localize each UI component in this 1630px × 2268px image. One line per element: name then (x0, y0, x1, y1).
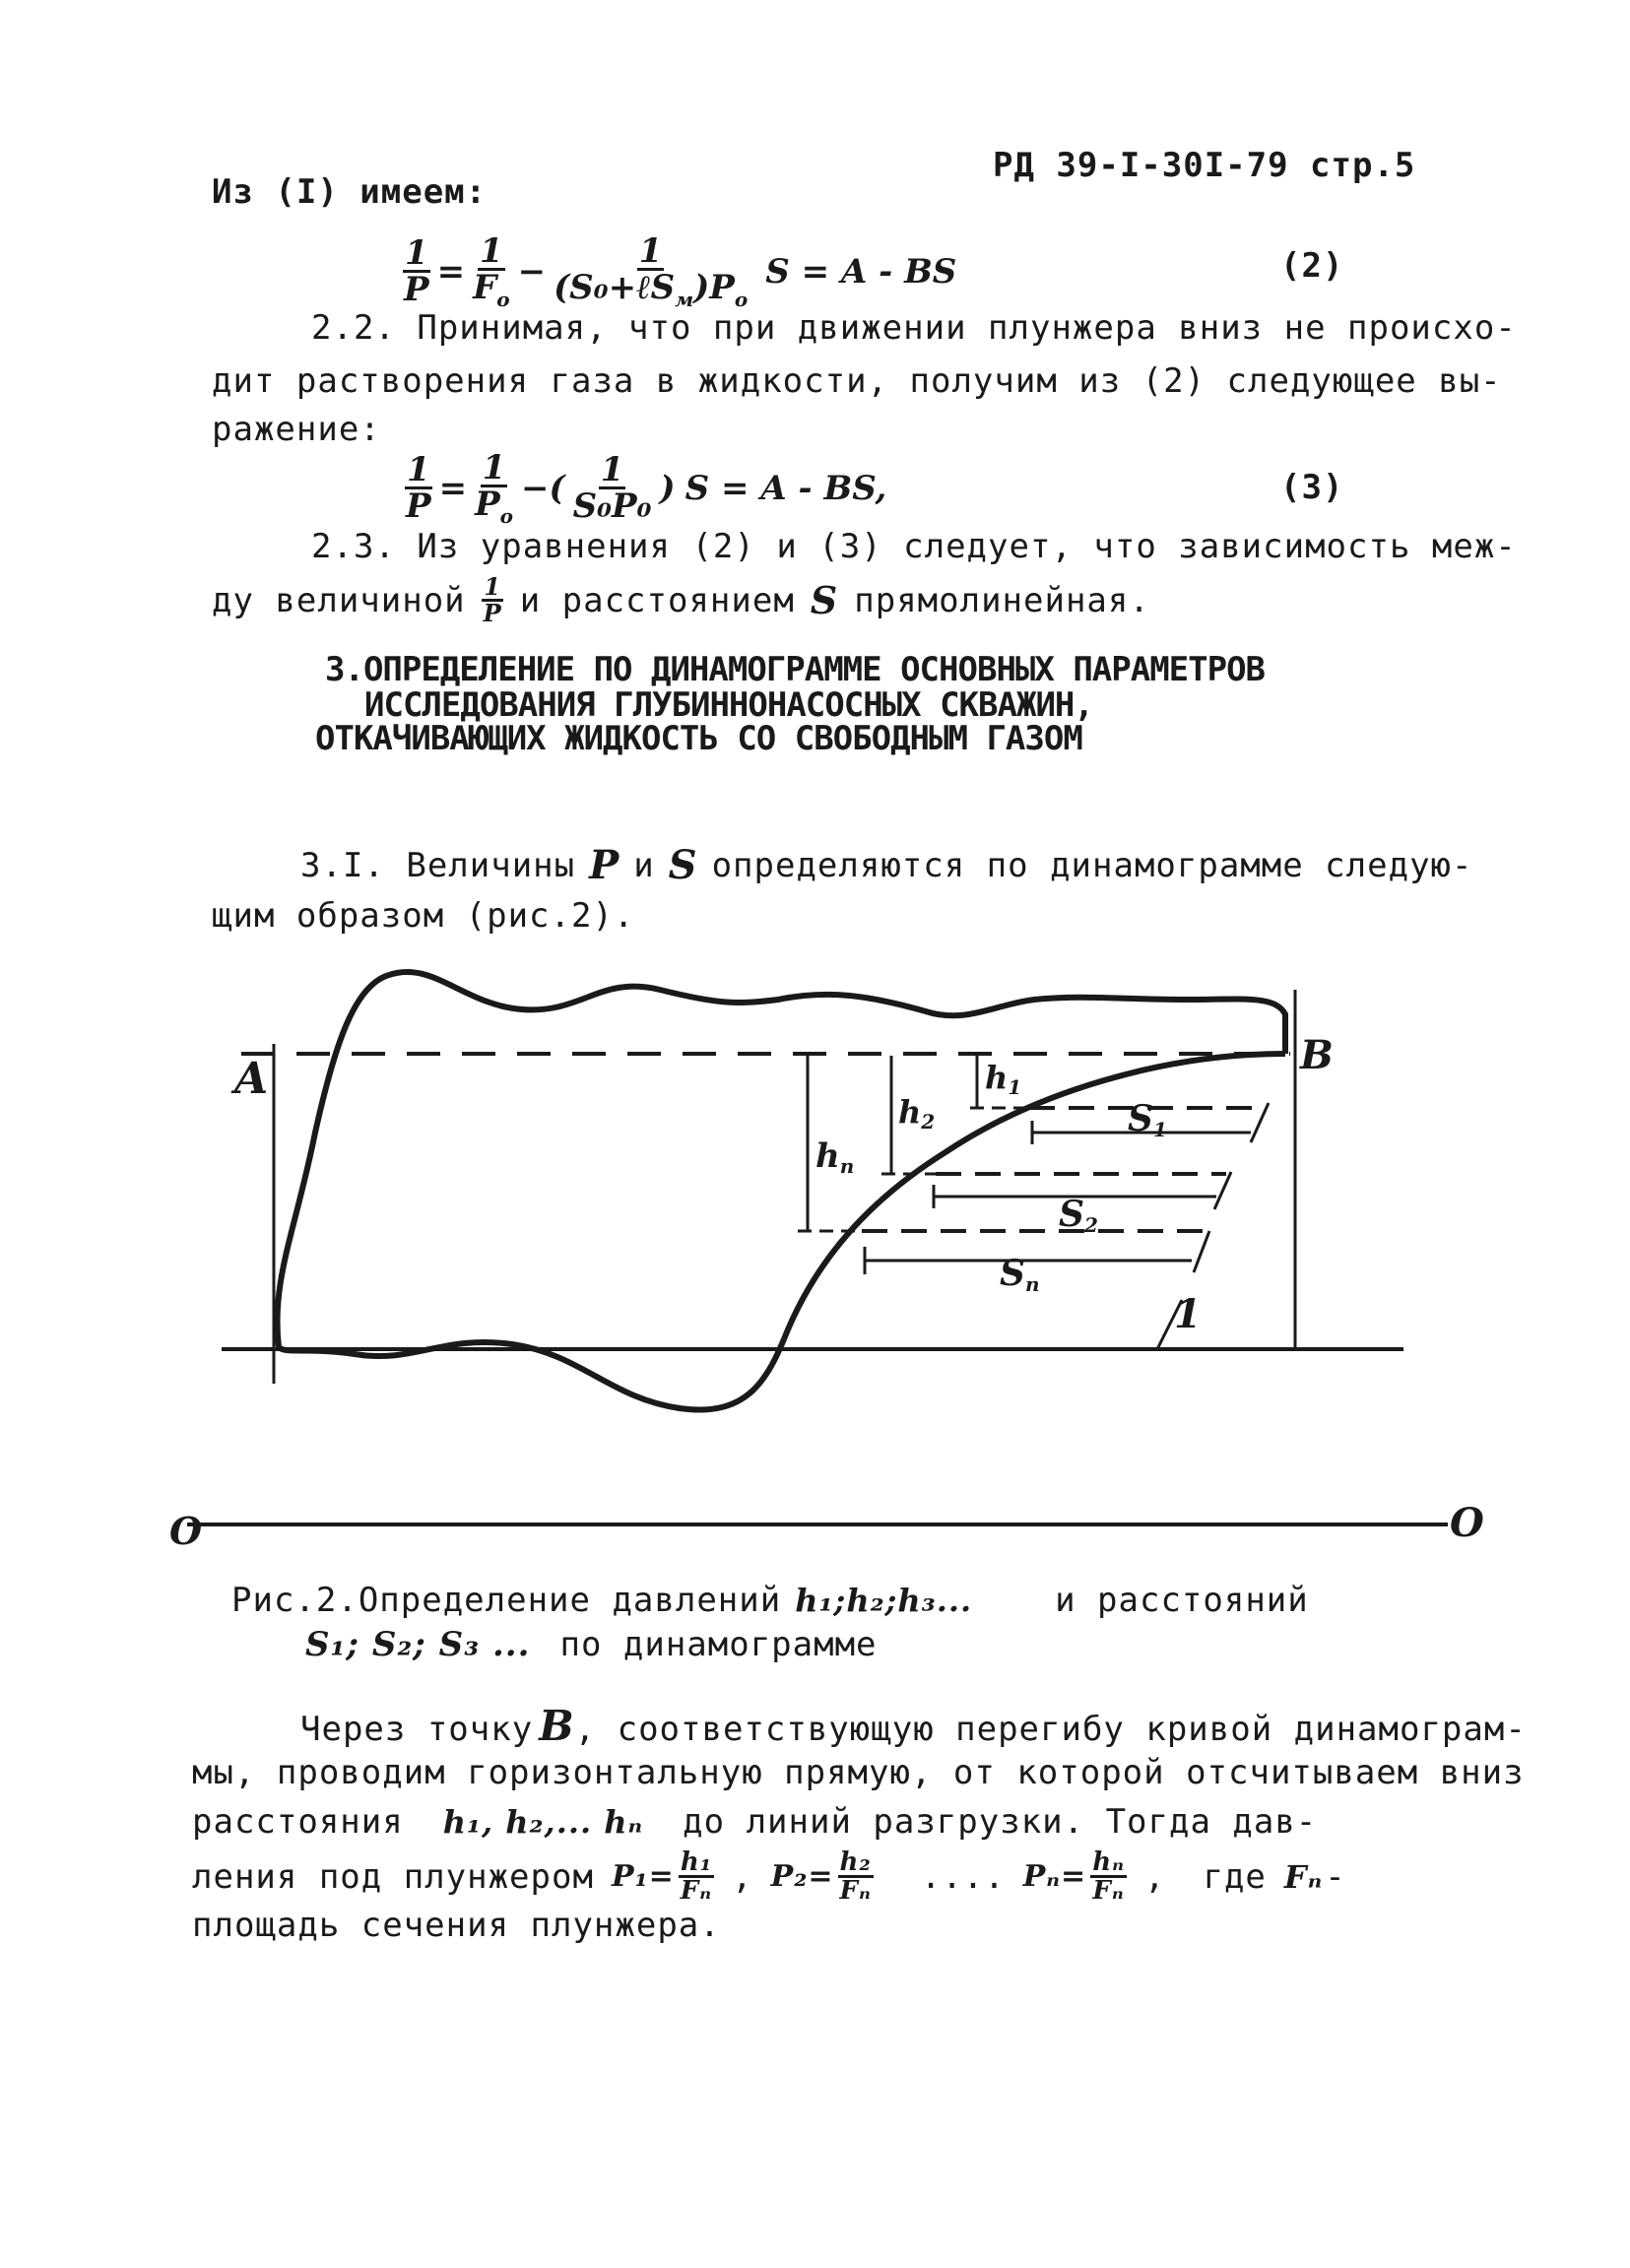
paragraph-2-2-line-1: 2.2. Принимая, что при движении плунжера вниз не происхо- (311, 308, 1517, 348)
equation-2: $\frac{1}{P}$ = $\frac{1}{F_o}$ − $\frac{1}{(S_0+\ell S_м)P_o}$ S = A - BS (404, 231, 957, 311)
document-reference: РД 39-I-30I-79 стр.5 (993, 146, 1416, 185)
paragraph-2-2-line-3: ражение: (212, 410, 381, 449)
label-s1: S1 (1128, 1098, 1167, 1141)
final-paragraph-line-5: площадь сечения плунжера. (192, 1906, 721, 1945)
final-paragraph-line-1: Через точку B , соответствующую перегибу кривой динамограм- (300, 1702, 1527, 1750)
equation-3-number: (3) (1280, 468, 1344, 507)
section-3-heading-line-3: ОТКАЧИВАЮЩИХ ЖИДКОСТЬ СО СВОБОДНЫМ ГАЗОМ (315, 719, 1082, 758)
paragraph-2-2-line-2: дит растворения газа в жидкости, получим из (2) следующее вы- (212, 361, 1502, 401)
label-h2: h2 (898, 1093, 936, 1134)
eq2-term2-fraction: $\frac{1}{(S_0+\ell S_м)P_o}$ (554, 231, 749, 311)
label-a: A (234, 1054, 269, 1104)
eq3-lhs-fraction: $\frac{1}{P}$ (406, 450, 431, 527)
final-paragraph-line-3: расстояния h₁, h₂,... hₙ до линий разгрузки. Тогда дав- (192, 1802, 1318, 1842)
paragraph-2-3-line-2: ду величиной $\frac{1}{P}$ и расстоянием S прямолинейная. (212, 572, 1150, 627)
paragraph-3-1-line-2: щим образом (рис.2). (212, 896, 635, 936)
intro-text: Из (I) имеем: (212, 172, 488, 212)
final-paragraph-line-4: ления под плунжером P₁= $\frac{\text{h₁}}{\text{Fₙ}}$ , P₂= $\frac{\text{h₂}}{\text{Fₙ}}$ .... Pₙ= $\frac{\text{hₙ}}{\text{Fₙ}}$ , где Fₙ - (192, 1847, 1346, 1906)
eq2-lhs-fraction: $\frac{1}{P}$ (404, 233, 429, 310)
label-b: B (1300, 1032, 1334, 1078)
label-sn: Sn (1000, 1253, 1040, 1296)
figure-caption-line-2: S₁; S₂; S₃ ... по динамограмме (305, 1625, 878, 1664)
paragraph-3-1-line-1: 3.I. Величины P и S определяются по динамограмме следую- (300, 842, 1473, 888)
eq3-term1-fraction: $\frac{1}{P_o}$ (475, 448, 513, 528)
paragraph-2-3-line-1: 2.3. Из уравнения (2) и (3) следует, что зависимость меж- (311, 527, 1517, 566)
final-paragraph-line-2: мы, проводим горизонтальную прямую, от которой отсчитываем вниз (192, 1753, 1525, 1792)
eq3-rhs: S = A - BS, (685, 468, 887, 508)
pn-fraction: $\frac{\text{hₙ}}{\text{Fₙ}}$ (1092, 1847, 1125, 1906)
p1-fraction: $\frac{\text{h₁}}{\text{Fₙ}}$ (680, 1847, 713, 1906)
label-o-left: O (169, 1509, 203, 1553)
section-3-heading-line-2: ИССЛЕДОВАНИЯ ГЛУБИННОНАСОСНЫХ СКВАЖИН, (364, 685, 1093, 725)
label-curve-1: 1 (1174, 1291, 1202, 1337)
equation-3: $\frac{1}{P}$ = $\frac{1}{P_o}$ −( $\frac{1}{\text{S₀P₀}}$ ) S = A - BS, (406, 448, 887, 528)
label-hn: hn (815, 1136, 855, 1178)
eq3-term2-fraction: $\frac{1}{\text{S₀P₀}}$ (572, 450, 652, 527)
equation-2-number: (2) (1280, 246, 1344, 286)
label-h1: h1 (985, 1059, 1022, 1099)
section-3-heading-line-1: 3.ОПРЕДЕЛЕНИЕ ПО ДИНАМОГРАММЕ ОСНОВНЫХ ПАРАМЕТРОВ (325, 650, 1266, 689)
eq2-rhs: S = A - BS (765, 251, 957, 292)
label-o-right: O (1450, 1500, 1484, 1546)
label-s2: S2 (1059, 1194, 1098, 1237)
p23-fraction: $\frac{1}{P}$ (483, 572, 502, 627)
upper-curve (277, 972, 1285, 1347)
eq2-term1-fraction: $\frac{1}{F_o}$ (473, 231, 510, 311)
figure-caption-line-1: Рис.2.Определение давлений h₁;h₂;h₃... и расстояний (231, 1581, 1309, 1620)
p2-fraction: $\frac{\text{h₂}}{\text{Fₙ}}$ (839, 1847, 872, 1906)
